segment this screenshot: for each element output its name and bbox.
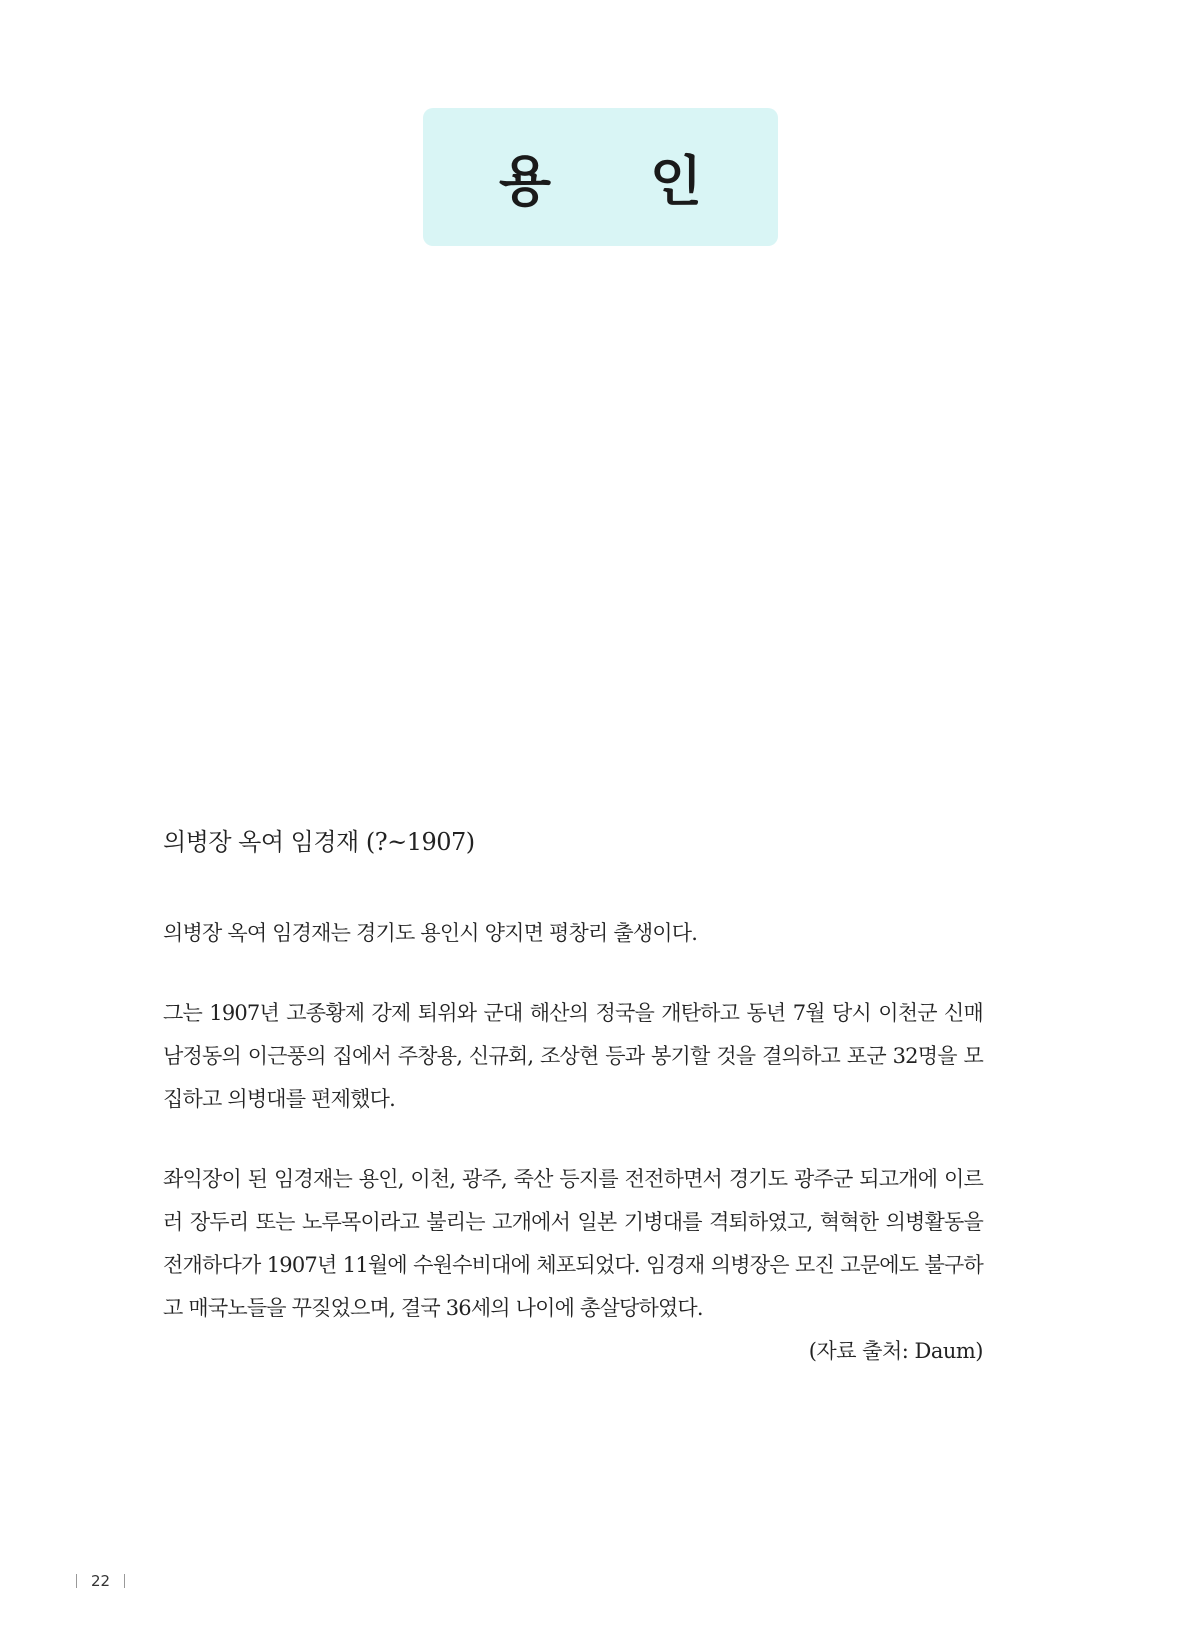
article	[163, 822, 983, 1373]
title-box	[423, 108, 778, 246]
article-paragraph: 좌익장이 된 임경재는 용인, 이천, 광주, 죽산 등지를 전전하면서 경기도 광주군 되고개에 이르러 장두리 또는 노루목이라고 불리는 고개에서 일본 기병대를 격퇴하였고, 혁혁한 의병활동을 전개하다가 1907년 11월에 수원수비대에 체포되었다. 임경재 의병장은 모진 고문에도 불구하고 매국노들을 꾸짖었으며, 결국 36세의 나이에 총살당하였다.	[163, 1167, 983, 1320]
page-footer	[76, 1570, 125, 1592]
footer-divider-left	[76, 1574, 77, 1588]
page-title: 용 인	[498, 149, 743, 213]
article-heading: 의병장 옥여 임경재 (?~1907)	[163, 828, 475, 856]
article-paragraph: 의병장 옥여 임경재는 경기도 용인시 양지면 평창리 출생이다.	[163, 921, 698, 945]
footer-divider-right	[124, 1574, 125, 1588]
source-citation: (자료 출처: Daum)	[808, 1339, 983, 1363]
article-paragraph: 그는 1907년 고종황제 강제 퇴위와 군대 해산의 정국을 개탄하고 동년 7월 당시 이천군 신매 남정동의 이근풍의 집에서 주창용, 신규회, 조상현 등과 봉기할 것을 결의하고 포군 32명을 모집하고 의병대를 편제했다.	[163, 1001, 983, 1111]
page-number: 22	[91, 1572, 111, 1590]
